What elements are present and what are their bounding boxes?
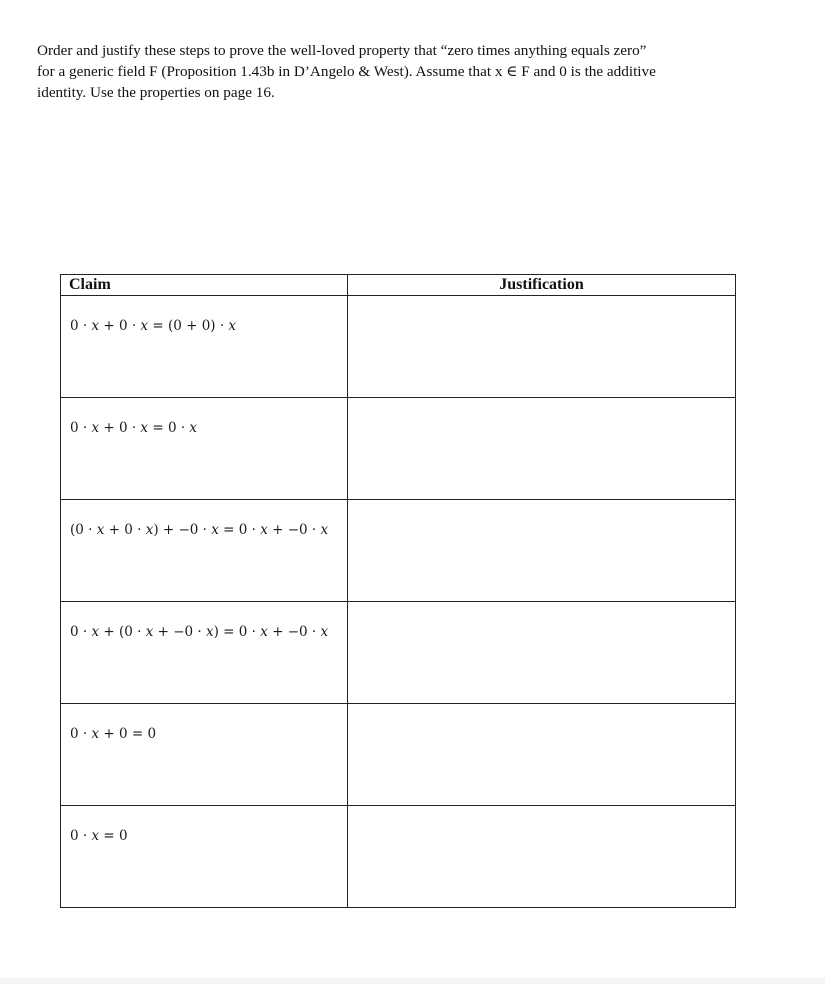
instructions-line-1: Order and justify these steps to prove the well-loved property that “zero times anything equals zero” — [37, 42, 647, 59]
claim-column-header: Claim — [61, 275, 348, 296]
table-header-row — [61, 275, 736, 296]
table-row — [61, 398, 736, 500]
table-row — [61, 296, 736, 398]
table-row — [61, 704, 736, 806]
justification-cell[interactable] — [348, 398, 736, 500]
justification-cell[interactable] — [348, 296, 736, 398]
table-row — [61, 602, 736, 704]
proof-table — [60, 274, 736, 908]
page-bottom-edge — [0, 978, 825, 984]
justification-cell[interactable] — [348, 704, 736, 806]
claim-cell: (0 · 𝑥 + 0 · 𝑥) + −0 · 𝑥 = 0 · 𝑥 + −0 · 𝑥 — [61, 500, 348, 602]
instructions-line-2: for a generic field F (Proposition 1.43b in D’Angelo & West). Assume that x ∈ F and 0 is the additive — [37, 63, 656, 80]
justification-cell[interactable] — [348, 500, 736, 602]
justification-cell[interactable] — [348, 806, 736, 908]
claim-cell: 0 · 𝑥 + 0 · 𝑥 = (0 + 0) · 𝑥 — [61, 296, 348, 398]
table-row — [61, 806, 736, 908]
instructions-line-3: identity. Use the properties on page 16. — [37, 84, 275, 101]
justification-column-header: Justification — [348, 275, 736, 296]
justification-cell[interactable] — [348, 602, 736, 704]
claim-cell: 0 · 𝑥 + (0 · 𝑥 + −0 · 𝑥) = 0 · 𝑥 + −0 · 𝑥 — [61, 602, 348, 704]
instructions-paragraph — [37, 40, 797, 103]
claim-cell: 0 · 𝑥 + 0 · 𝑥 = 0 · 𝑥 — [61, 398, 348, 500]
claim-cell: 0 · 𝑥 + 0 = 0 — [61, 704, 348, 806]
claim-cell: 0 · 𝑥 = 0 — [61, 806, 348, 908]
table-row — [61, 500, 736, 602]
